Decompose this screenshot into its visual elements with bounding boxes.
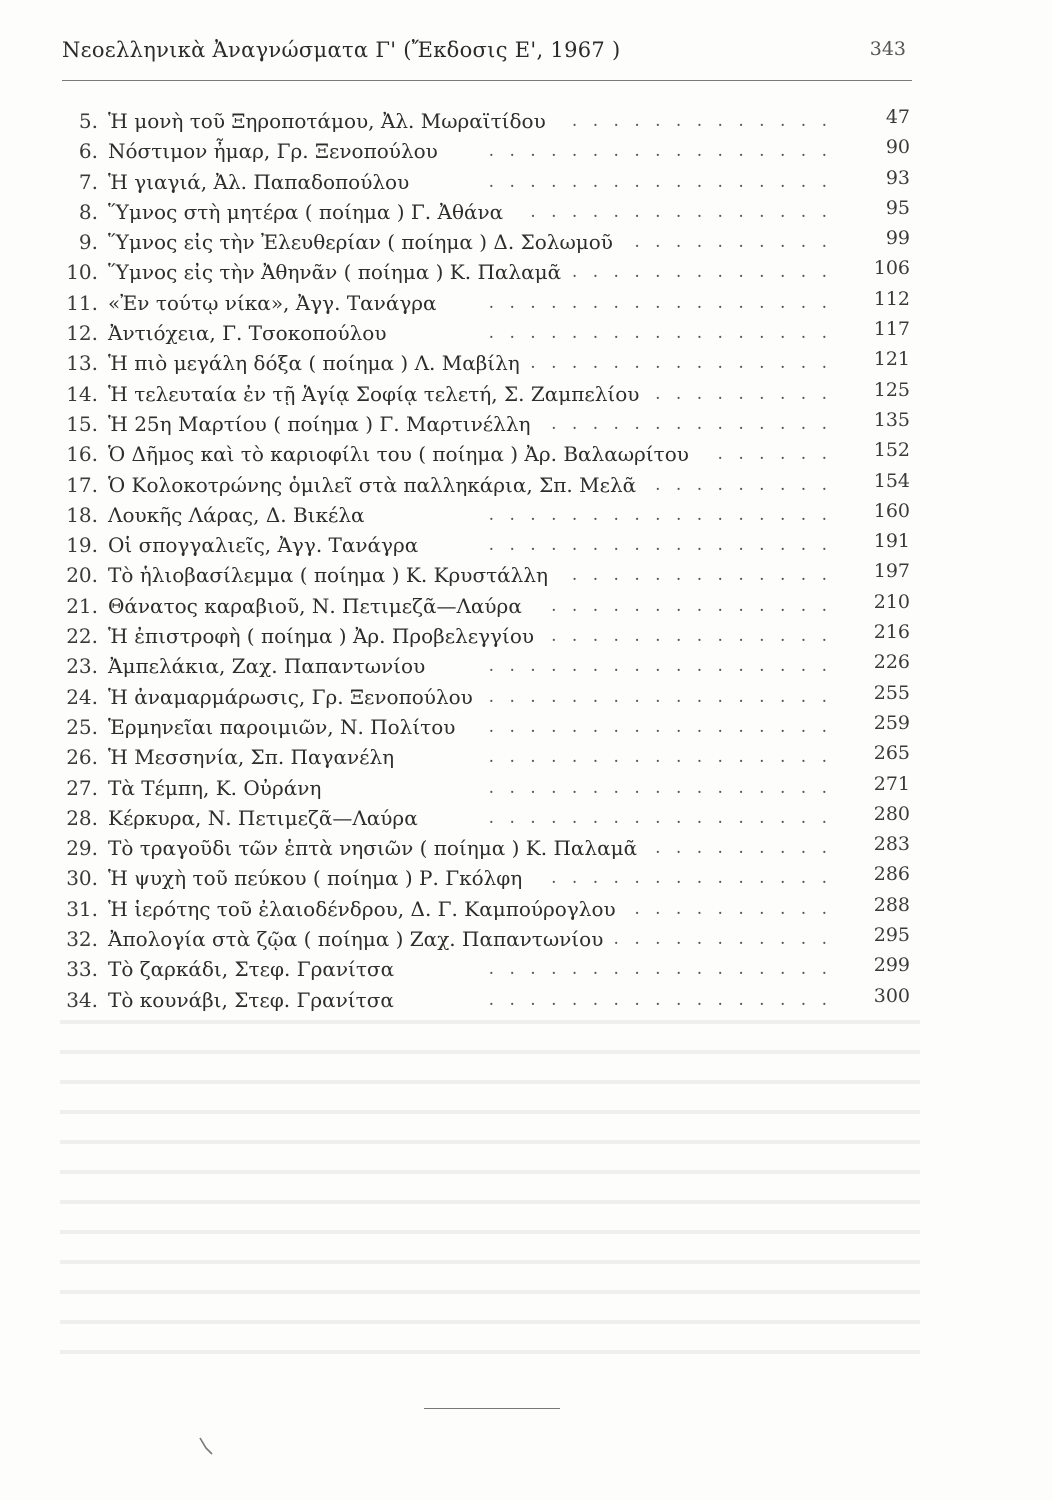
toc-entry — [60, 591, 920, 621]
toc-entry — [60, 136, 920, 166]
toc-entry-number: 25. — [66, 714, 98, 739]
toc-leader-dots: . . . . . . . . . . . . . . . — [530, 201, 832, 222]
toc-leader-dots: . . . . . . . . . . . . . . . — [530, 353, 832, 374]
toc-entry-page: 121 — [873, 348, 910, 371]
toc-entry — [60, 379, 920, 409]
toc-entry-number: 32. — [66, 927, 98, 952]
toc-entry-title: Ἀντιόχεια, Γ. Τσοκοπούλου — [108, 321, 387, 346]
toc-entry-page: 135 — [873, 408, 910, 431]
toc-entry — [60, 560, 920, 590]
toc-entry-number: 9. — [78, 230, 98, 255]
toc-leader-dots: . . . . . . . . . . . . . . . . . — [488, 959, 832, 980]
toc-entry — [60, 500, 920, 530]
toc-entry-title: Ἀπολογία στὰ ζῷα ( ποίημα ) Ζαχ. Παπαντωνίου — [108, 927, 604, 952]
toc-entry-page: 93 — [885, 166, 910, 189]
toc-leader-dots: . . . . . . . . . . . . . — [571, 262, 832, 283]
toc-entry-page: 90 — [885, 136, 910, 159]
toc-entry-title: Ὁ Κολοκοτρώνης ὁμιλεῖ στὰ παλληκάρια, Σπ. Μελᾶ — [108, 472, 637, 497]
toc-leader-dots: . . . . . . . . . . . . . . . . . — [488, 292, 832, 313]
toc-entry-page: 112 — [873, 287, 910, 310]
toc-entry — [60, 439, 920, 469]
toc-entry-number: 6. — [78, 139, 98, 164]
toc-entry — [60, 409, 920, 439]
toc-entry-title: Τὸ ζαρκάδι, Στεφ. Γρανίτσα — [108, 957, 395, 982]
header-rule — [62, 80, 912, 81]
toc-leader-dots: . . . . . . . . . . . . . . — [551, 413, 832, 434]
toc-entry-title: Ἑρμηνεῖαι παροιμιῶν, Ν. Πολίτου — [108, 714, 456, 739]
toc-entry-number: 26. — [66, 745, 98, 770]
toc-entry-number: 11. — [66, 290, 98, 315]
toc-leader-dots: . . . . . . . . . . . . . . . . . — [488, 989, 832, 1010]
toc-entry-page: 288 — [873, 893, 910, 916]
toc-entry-title: Ἡ γιαγιά, Ἀλ. Παπαδοπούλου — [108, 169, 410, 194]
toc-leader-dots: . . . . . . . . . . . . . . . . . — [488, 656, 832, 677]
toc-entry-page: 154 — [873, 469, 910, 492]
toc-entry — [60, 742, 920, 772]
toc-entry-title: Ὕμνος εἰς τὴν Ἐλευθερίαν ( ποίημα ) Δ. Σολωμοῦ — [108, 230, 613, 255]
toc-entry-number: 17. — [66, 472, 98, 497]
toc-entry-title: Ἡ πιὸ μεγάλη δόξα ( ποίημα ) Λ. Μαβίλη — [108, 351, 520, 376]
toc-entry-title: Κέρκυρα, Ν. Πετιμεζᾶ—Λαύρα — [108, 805, 418, 830]
toc-entry-title: Ὁ Δῆμος καὶ τὸ καριοφίλι του ( ποίημα ) Ἀρ. Βαλαωρίτου — [108, 442, 689, 467]
toc-entry-number: 23. — [66, 654, 98, 679]
toc-leader-dots: . . . . . . . . . . — [634, 232, 832, 253]
toc-entry — [60, 773, 920, 803]
toc-entry-title: Ἡ μονὴ τοῦ Ξηροποτάμου, Ἀλ. Μωραϊτίδου — [108, 109, 546, 133]
toc-entry — [60, 197, 920, 227]
toc-entry-title: Θάνατος καραβιοῦ, Ν. Πετιμεζᾶ—Λαύρα — [108, 593, 522, 618]
toc-entry-title: Ἀμπελάκια, Ζαχ. Παπαντωνίου — [108, 654, 426, 679]
toc-leader-dots: . . . . . . . . . . — [634, 898, 832, 919]
toc-leader-dots: . . . . . . . . . . . . . . . . . — [488, 504, 832, 525]
toc-entry-title: Ἡ ἀναμαρμάρωσις, Γρ. Ξενοπούλου — [108, 684, 473, 709]
toc-entry-number: 30. — [66, 866, 98, 891]
toc-entry-number: 8. — [78, 199, 98, 224]
toc-leader-dots: . . . . . . . . . . . . . . . . . — [488, 777, 832, 798]
toc-entry-number: 5. — [78, 109, 98, 133]
toc-entry — [60, 712, 920, 742]
table-of-contents — [60, 106, 920, 1015]
toc-entry-number: 14. — [66, 381, 98, 406]
toc-entry-page: 197 — [873, 560, 910, 583]
toc-leader-dots: . . . . . . . . . . . . . . . . . — [488, 716, 832, 737]
toc-entry-page: 259 — [873, 711, 910, 734]
toc-entry-page: 160 — [873, 499, 910, 522]
toc-entry-page: 210 — [873, 590, 910, 613]
toc-entry-number: 16. — [66, 442, 98, 467]
toc-entry-number: 7. — [78, 169, 98, 194]
toc-leader-dots: . . . . . . . . . — [655, 474, 832, 495]
toc-entry-title: Νόστιμον ἦμαρ, Γρ. Ξενοπούλου — [108, 139, 438, 164]
toc-entry-page: 299 — [873, 954, 910, 977]
toc-entry-title: Ἡ ἱερότης τοῦ ἐλαιοδένδρου, Δ. Γ. Καμπούρογλου — [108, 896, 616, 921]
toc-entry-title: Τὸ τραγοῦδι τῶν ἑπτὰ νησιῶν ( ποίημα ) Κ. Παλαμᾶ — [108, 836, 638, 861]
toc-leader-dots: . . . . . . . . . . . . . . . . . — [488, 323, 832, 344]
toc-entry-page: 95 — [885, 196, 910, 219]
toc-entry — [60, 470, 920, 500]
toc-entry-title: Ἡ 25η Μαρτίου ( ποίημα ) Γ. Μαρτινέλλη — [108, 411, 531, 436]
toc-entry-number: 19. — [66, 533, 98, 558]
toc-leader-dots: . . . . . . . . . . . . . — [571, 111, 832, 131]
stray-ink-mark — [198, 1436, 214, 1456]
toc-leader-dots: . . . . . . . . . . . . . . . . . — [488, 535, 832, 556]
toc-entry — [60, 894, 920, 924]
toc-entry — [60, 288, 920, 318]
toc-entry-page: 99 — [885, 227, 910, 250]
toc-entry-number: 27. — [66, 775, 98, 800]
toc-entry-page: 226 — [873, 651, 910, 674]
toc-entry-page: 271 — [873, 772, 910, 795]
toc-leader-dots: . . . . . . . . . — [655, 838, 832, 859]
toc-entry — [60, 954, 920, 984]
toc-entry-title: Ἡ ἐπιστροφὴ ( ποίημα ) Ἀρ. Προβελεγγίου — [108, 624, 535, 649]
toc-entry-number: 12. — [66, 321, 98, 346]
toc-entry-title: Ὕμνος στὴ μητέρα ( ποίημα ) Γ. Ἀθάνα — [108, 199, 504, 224]
toc-entry-page: 286 — [873, 863, 910, 886]
toc-entry-page: 255 — [873, 681, 910, 704]
toc-leader-dots: . . . . . . . . . . . . . . . . . — [488, 686, 832, 707]
toc-entry-title: «Ἐν τούτῳ νίκα», Ἀγγ. Τανάγρα — [108, 290, 437, 315]
toc-entry — [60, 106, 920, 136]
toc-entry — [60, 863, 920, 893]
toc-leader-dots: . . . . . . . . . . . . . . — [551, 626, 832, 647]
toc-leader-dots: . . . . . . . . . . . . . . . . . — [488, 141, 832, 162]
toc-entry — [60, 530, 920, 560]
toc-entry-number: 13. — [66, 351, 98, 376]
toc-entry-page: 283 — [873, 833, 910, 856]
toc-entry — [60, 682, 920, 712]
toc-entry — [60, 621, 920, 651]
bleed-through-text — [60, 1000, 920, 1380]
toc-entry — [60, 803, 920, 833]
toc-entry — [60, 318, 920, 348]
toc-entry-title: Ὕμνος εἰς τὴν Ἀθηνᾶν ( ποίημα ) Κ. Παλαμᾶ — [108, 260, 562, 285]
toc-entry-page: 106 — [873, 257, 910, 280]
toc-entry — [60, 924, 920, 954]
toc-entry-page: 280 — [873, 802, 910, 825]
toc-entry-page: 265 — [873, 742, 910, 765]
toc-entry — [60, 651, 920, 681]
toc-entry-number: 21. — [66, 593, 98, 618]
toc-leader-dots: . . . . . . . . . . . . . . . . . — [488, 747, 832, 768]
toc-entry-page: 295 — [873, 924, 910, 947]
toc-leader-dots: . . . . . . . . . . . . . . — [551, 595, 832, 616]
toc-leader-dots: . . . . . . . . . . . . . — [571, 565, 832, 586]
toc-entry — [60, 227, 920, 257]
toc-entry-number: 10. — [66, 260, 98, 285]
toc-leader-dots: . . . . . . . . . — [655, 383, 832, 404]
toc-leader-dots: . . . . . . . . . . . . . . . . . — [488, 171, 832, 192]
toc-entry-page: 300 — [873, 984, 910, 1007]
toc-entry-title: Λουκῆς Λάρας, Δ. Βικέλα — [108, 502, 365, 527]
header-title: Νεοελληνικὰ Ἀναγνώσματα Γ' (Ἔκδοσις Ε', 1967 ) — [62, 38, 621, 62]
toc-entry-title: Τὸ ἡλιοβασίλεμμα ( ποίημα ) Κ. Κρυστάλλη — [108, 563, 548, 588]
toc-entry — [60, 167, 920, 197]
toc-entry-number: 33. — [66, 957, 98, 982]
toc-entry-page: 125 — [873, 378, 910, 401]
toc-entry-page: 216 — [873, 621, 910, 644]
toc-entry-number: 18. — [66, 502, 98, 527]
toc-entry-title: Τὰ Τέμπη, Κ. Οὐράνη — [108, 775, 322, 800]
toc-entry — [60, 833, 920, 863]
page-header — [62, 38, 912, 78]
toc-entry-title: Ἡ ψυχὴ τοῦ πεύκου ( ποίημα ) Ρ. Γκόλφη — [108, 866, 523, 891]
toc-entry-number: 34. — [66, 987, 98, 1012]
toc-entry-number: 22. — [66, 624, 98, 649]
toc-leader-dots: . . . . . . . . . . . . . . . . . — [488, 807, 832, 828]
toc-entry-number: 29. — [66, 836, 98, 861]
header-page-number: 343 — [869, 38, 906, 60]
toc-entry-number: 24. — [66, 684, 98, 709]
toc-entry-title: Τὸ κουνάβι, Στεφ. Γρανίτσα — [108, 987, 394, 1012]
toc-entry — [60, 257, 920, 287]
closing-rule — [424, 1408, 560, 1409]
toc-entry-number: 20. — [66, 563, 98, 588]
toc-entry-title: Οἱ σπογγαλιεῖς, Ἀγγ. Τανάγρα — [108, 533, 419, 558]
toc-entry-title: Ἡ Μεσσηνία, Σπ. Παγανέλη — [108, 745, 395, 770]
toc-leader-dots: . . . . . . . . . . . . . . — [551, 868, 832, 889]
toc-entry-number: 15. — [66, 411, 98, 436]
toc-entry-page: 117 — [873, 318, 910, 341]
toc-entry-number: 31. — [66, 896, 98, 921]
toc-entry-page: 191 — [873, 530, 910, 553]
toc-entry-page: 152 — [873, 439, 910, 462]
toc-entry-number: 28. — [66, 805, 98, 830]
toc-entry — [60, 348, 920, 378]
toc-entry-page: 47 — [885, 106, 910, 128]
toc-leader-dots: . . . . . . — [717, 444, 832, 465]
toc-leader-dots: . . . . . . . . . . . — [613, 929, 832, 950]
toc-entry-title: Ἡ τελευταία ἐν τῇ Ἁγίᾳ Σοφίᾳ τελετή, Σ. Ζαμπελίου — [108, 381, 640, 406]
